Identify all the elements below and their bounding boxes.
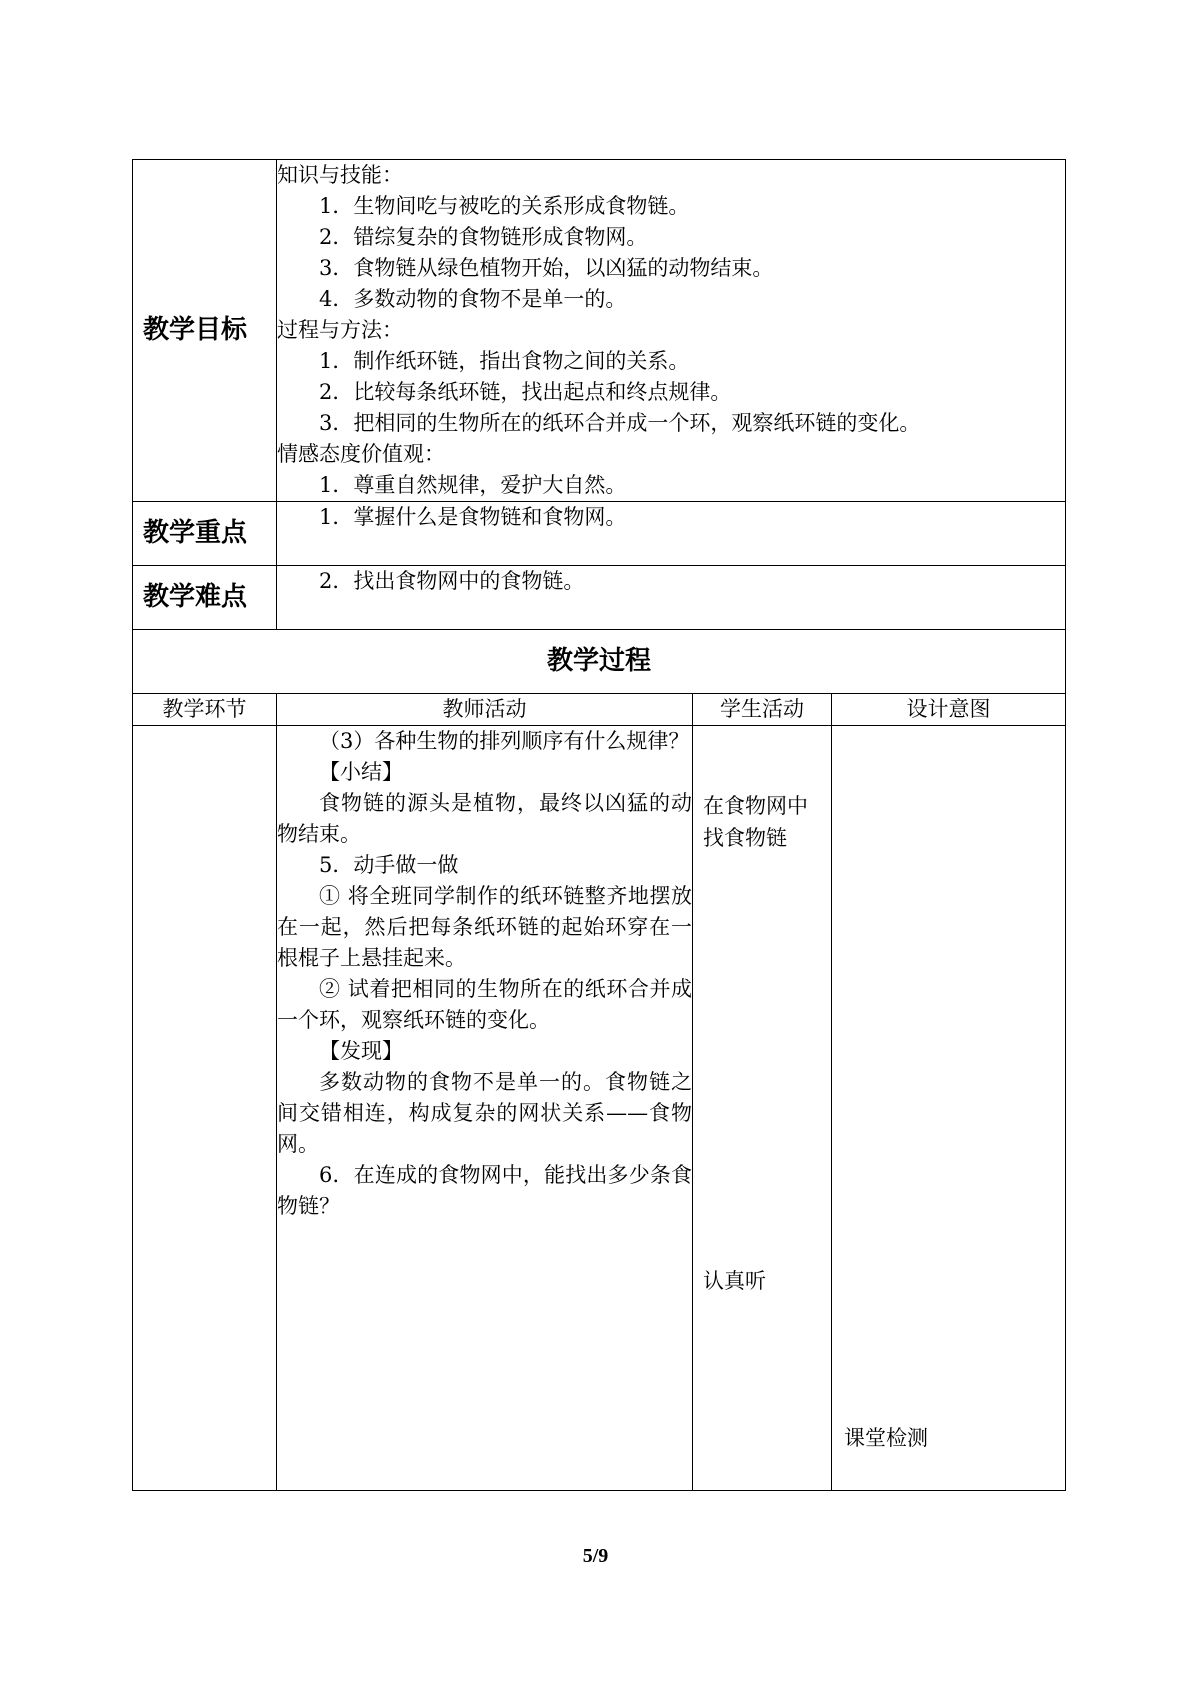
objective-item: 4．多数动物的食物不是单一的。 bbox=[319, 287, 627, 311]
student-activity-cell bbox=[693, 726, 832, 1491]
teacher-paragraph: 【发现】 bbox=[319, 1039, 403, 1063]
objective-item: 3．把相同的生物所在的纸环合并成一个环，观察纸环链的变化。 bbox=[319, 411, 921, 435]
lesson-plan-table bbox=[132, 159, 1066, 1491]
teacher-paragraph: 6．在连成的食物网中，能找出多少条食物链？ bbox=[277, 1163, 692, 1218]
section-heading: 过程与方法： bbox=[277, 318, 403, 342]
section-heading: 情感态度价值观： bbox=[277, 442, 445, 466]
process-header-row bbox=[133, 694, 1066, 726]
difficulty-text: 2．找出食物网中的食物链。 bbox=[319, 569, 585, 593]
difficulties-row bbox=[133, 566, 1066, 630]
difficulties-content bbox=[277, 566, 1066, 630]
teacher-paragraph: 【小结】 bbox=[319, 760, 403, 784]
key-point-text: 1．掌握什么是食物链和食物网。 bbox=[319, 505, 627, 529]
teacher-paragraph: （3）各种生物的排列顺序有什么规律？ bbox=[319, 729, 690, 753]
objective-item: 2．比较每条纸环链，找出起点和终点规律。 bbox=[319, 380, 732, 404]
key-points-label: 教学重点 bbox=[133, 502, 277, 566]
teacher-paragraph: 食物链的源头是植物，最终以凶猛的动物结束。 bbox=[277, 791, 692, 846]
objective-item: 1．制作纸环链，指出食物之间的关系。 bbox=[319, 349, 690, 373]
teacher-activity-cell bbox=[277, 726, 693, 1491]
header-teacher: 教师活动 bbox=[277, 694, 693, 726]
key-points-row bbox=[133, 502, 1066, 566]
process-title-row bbox=[133, 630, 1066, 694]
student-activity-text: 认真听 bbox=[703, 1269, 766, 1293]
header-design: 设计意图 bbox=[832, 694, 1066, 726]
key-points-content bbox=[277, 502, 1066, 566]
teacher-paragraph: 多数动物的食物不是单一的。食物链之间交错相连，构成复杂的网状关系——食物网。 bbox=[277, 1070, 692, 1156]
process-title: 教学过程 bbox=[133, 630, 1066, 694]
teacher-paragraph: 5．动手做一做 bbox=[319, 853, 459, 877]
header-student: 学生活动 bbox=[693, 694, 832, 726]
process-body-row bbox=[133, 726, 1066, 1491]
design-intent-cell bbox=[832, 726, 1066, 1491]
objective-item: 2．错综复杂的食物链形成食物网。 bbox=[319, 225, 648, 249]
design-intent-text: 课堂检测 bbox=[844, 1426, 928, 1450]
teacher-paragraph: ② 试着把相同的生物所在的纸环合并成一个环，观察纸环链的变化。 bbox=[277, 977, 692, 1032]
objectives-label: 教学目标 bbox=[133, 160, 277, 502]
stage-cell bbox=[133, 726, 277, 1491]
objective-item: 3．食物链从绿色植物开始，以凶猛的动物结束。 bbox=[319, 256, 774, 280]
page-number: 5/9 bbox=[582, 1545, 609, 1567]
teacher-paragraph: ① 将全班同学制作的纸环链整齐地摆放在一起，然后把每条纸环链的起始环穿在一根棍子上悬挂起来。 bbox=[277, 884, 692, 970]
objectives-content bbox=[277, 160, 1066, 502]
section-heading: 知识与技能： bbox=[277, 163, 403, 187]
header-stage: 教学环节 bbox=[133, 694, 277, 726]
objective-item: 1．生物间吃与被吃的关系形成食物链。 bbox=[319, 194, 690, 218]
student-activity-text: 在食物网中找食物链 bbox=[703, 794, 808, 850]
difficulties-label: 教学难点 bbox=[133, 566, 277, 630]
objective-item: 1．尊重自然规律，爱护大自然。 bbox=[319, 473, 627, 497]
objectives-row bbox=[133, 160, 1066, 502]
